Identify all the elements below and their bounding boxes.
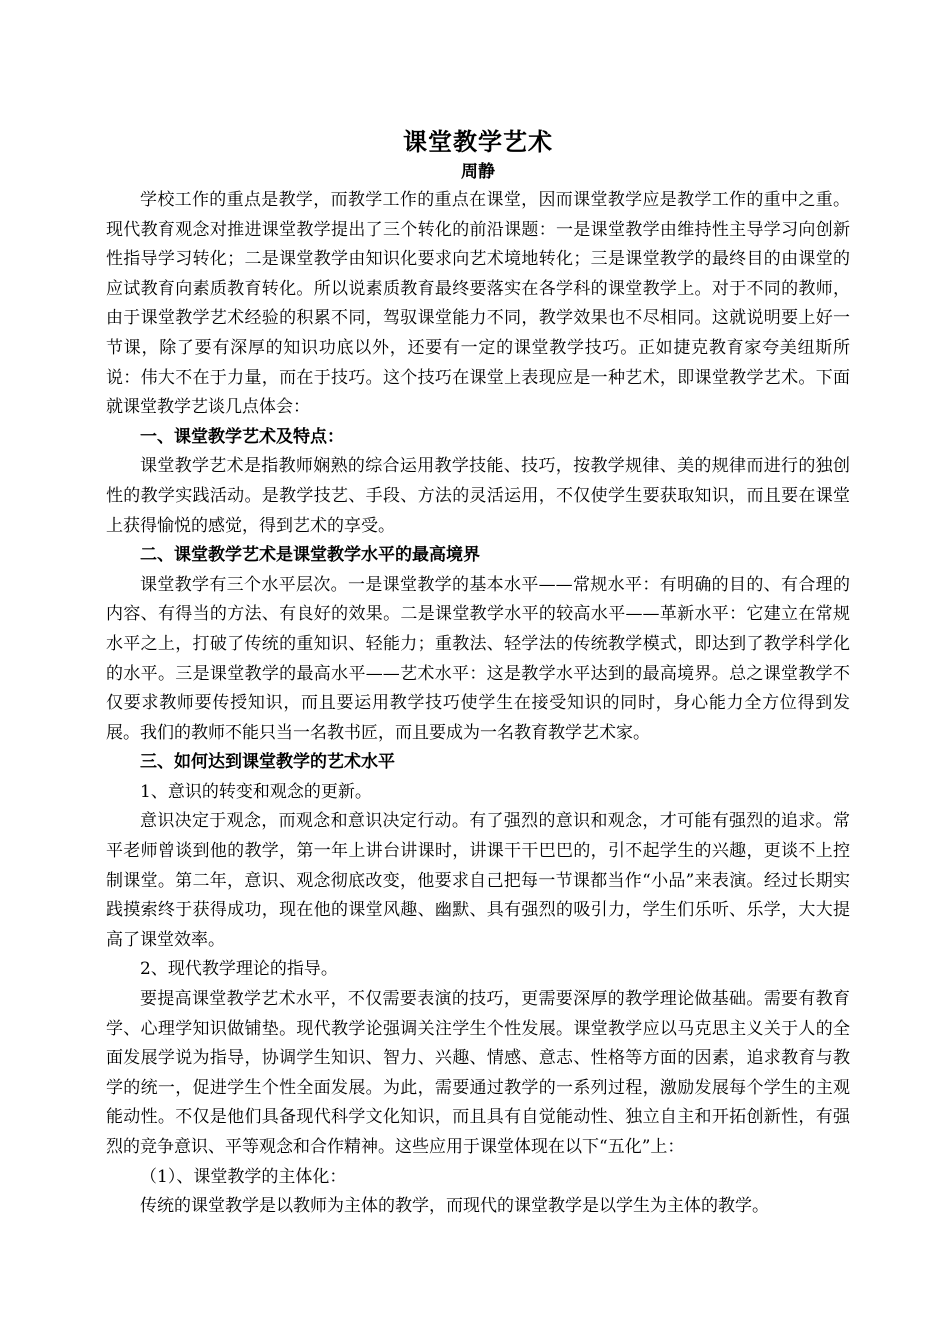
document-title: 课堂教学艺术 <box>403 127 553 156</box>
section2-heading: 二、课堂教学艺术是课堂教学水平的最高境界 <box>140 545 480 566</box>
item2-title: 2、现代教学理论的指导。 <box>140 959 338 980</box>
section1-heading: 一、课堂教学艺术及特点： <box>140 426 344 447</box>
item1-title: 1、意识的转变和观念的更新。 <box>140 781 372 802</box>
document-author: 周静 <box>461 162 495 182</box>
intro-paragraph: 学校工作的重点是教学，而教学工作的重点在课堂，因而课堂教学应是教学工作的重中之重。现代教育观念对推进课堂教学提出了三个转化的前沿课题：一是课堂教学由维持性主导学习向创新性指导学习转化；二是课堂教学由知识化要求向艺术境地转化；三是课堂教学的最终目的由课堂的应试教育向素质教育转化。所以说素质教育最终要落实在各学科的课堂教学上。对于不同的教师，由于课堂教学艺术经验的积累不同，驾驭课堂能力不同，教学效果也不尽相同。这就说明要上好一节课，除了要有深厚的知识功底以外，还要有一定的课堂教学技巧。正如捷克教育家夸美纽斯所说：伟大不在于力量，而在于技巧。这个技巧在课堂上表现应是一种艺术，即课堂教学艺术。下面就课堂教学艺谈几点体会： <box>106 190 850 418</box>
section1-paragraph: 课堂教学艺术是指教师娴熟的综合运用教学技能、技巧，按教学规律、美的规律而进行的独创性的教学实践活动。是教学技艺、手段、方法的灵活运用，不仅使学生要获取知识，而且要在课堂上获得愉悦的感觉，得到艺术的享受。 <box>106 456 850 536</box>
subitem1-title: （1）、课堂教学的主体化： <box>140 1166 347 1187</box>
section2-paragraph: 课堂教学有三个水平层次。一是课堂教学的基本水平——常规水平：有明确的目的、有合理的内容、有得当的方法、有良好的效果。二是课堂教学水平的较高水平——革新水平：它建立在常规水平之上，打破了传统的重知识、轻能力；重教法、轻学法的传统教学模式，即达到了教学科学化的水平。三是课堂教学的最高水平——艺术水平：这是教学水平达到的最高境界。总之课堂教学不仅要求教师要传授知识，而且要运用教学技巧使学生在接受知识的同时，身心能力全方位得到发展。我们的教师不能只当一名教书匠，而且要成为一名教育教学艺术家。 <box>106 574 850 743</box>
document-page <box>106 124 850 1222</box>
item1-paragraph: 意识决定于观念，而观念和意识决定行动。有了强烈的意识和观念，才可能有强烈的追求。常平老师曾谈到他的教学，第一年上讲台讲课时，讲课干干巴巴的，引不起学生的兴趣，更谈不上控制课堂。第二年，意识、观念彻底改变，他要求自己把每一节课都当作“小品”来表演。经过长期实践摸索终于获得成功，现在他的课堂风趣、幽默、具有强烈的吸引力，学生们乐听、乐学，大大提高了课堂效率。 <box>106 811 850 950</box>
subitem1-paragraph: 传统的课堂教学是以教师为主体的教学，而现代的课堂教学是以学生为主体的教学。 <box>140 1196 769 1217</box>
section3-heading: 三、如何达到课堂教学的艺术水平 <box>140 752 395 773</box>
item2-paragraph: 要提高课堂教学艺术水平，不仅需要表演的技巧，更需要深厚的教学理论做基础。需要有教育学、心理学知识做铺垫。现代教学论强调关注学生个性发展。课堂教学应以马克思主义关于人的全面发展学说为指导，协调学生知识、智力、兴趣、情感、意志、性格等方面的因素，追求教育与教学的统一，促进学生个性全面发展。为此，需要通过教学的一系列过程，激励发展每个学生的主观能动性。不仅是他们具备现代科学文化知识，而且具有自觉能动性、独立自主和开拓创新性，有强烈的竞争意识、平等观念和合作精神。这些应用于课堂体现在以下“五化”上： <box>106 989 850 1157</box>
